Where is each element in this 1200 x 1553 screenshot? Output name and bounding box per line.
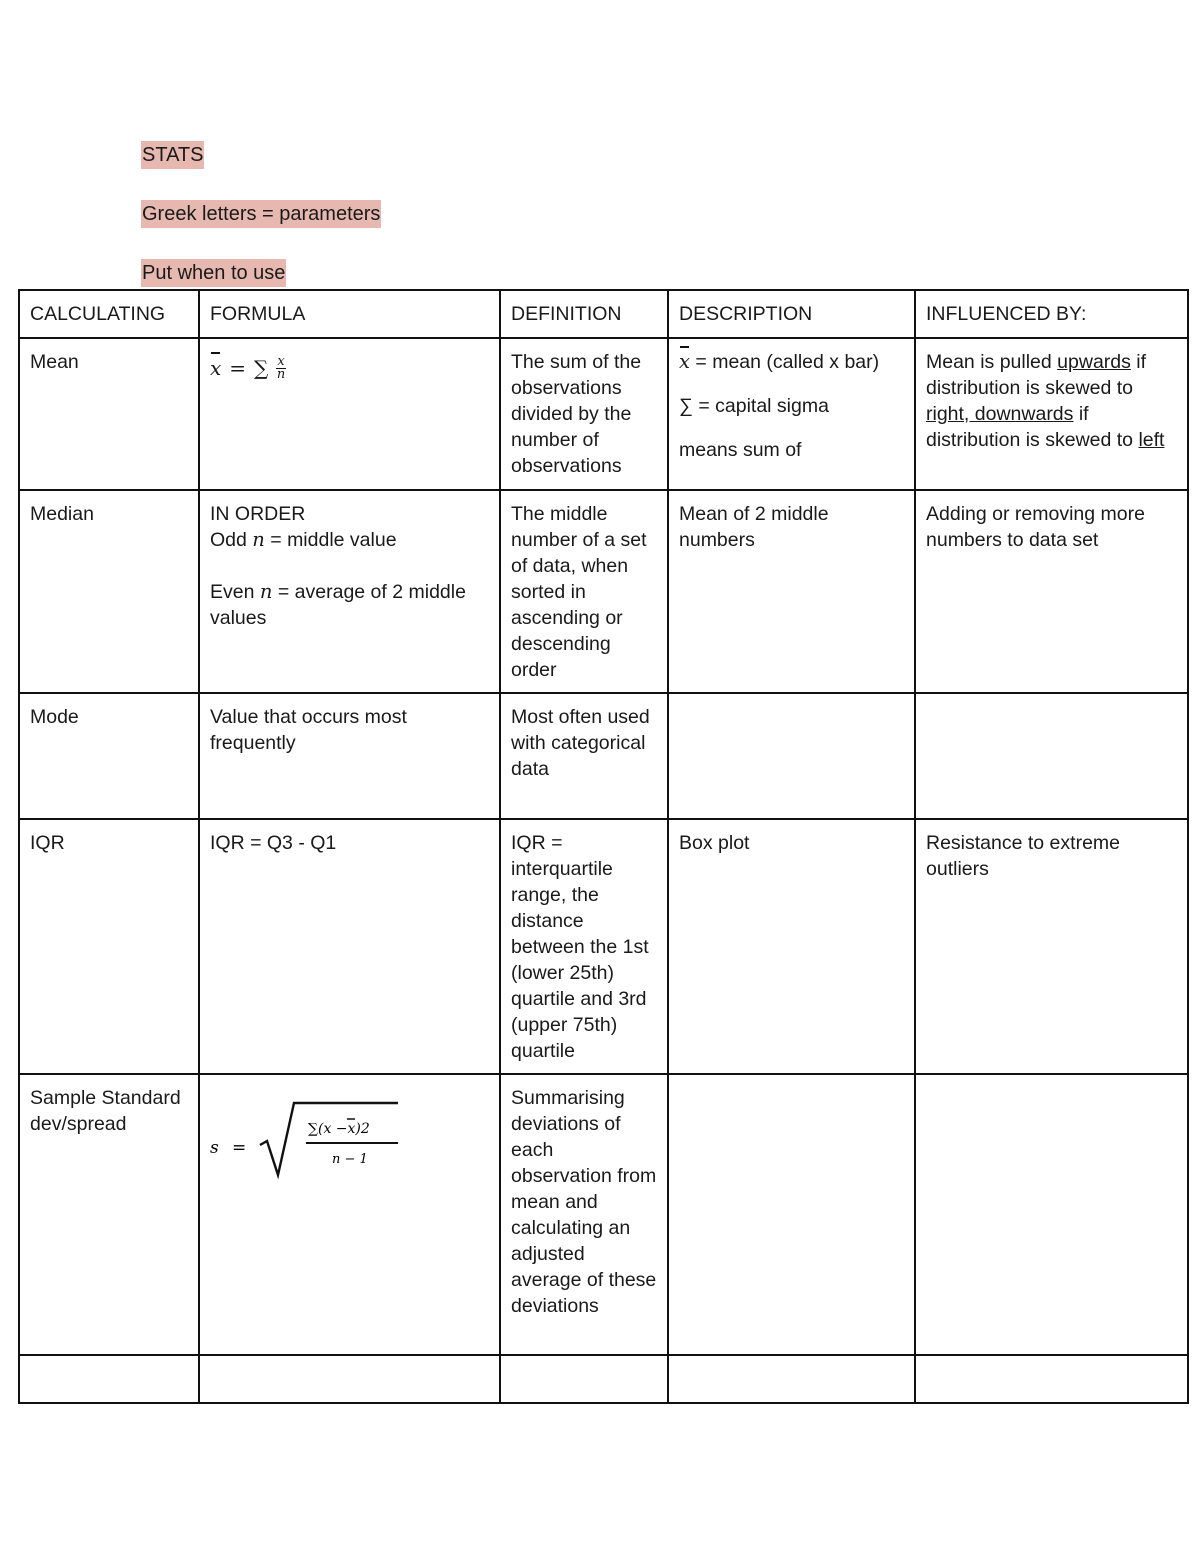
median-even-rule: [210, 579, 490, 631]
sd-formula-graphic: [210, 1099, 410, 1179]
influence-text: if distribution is skewed to: [926, 403, 1139, 451]
cell-mean-name: Mean: [19, 338, 199, 490]
cell-iqr-name: IQR: [19, 819, 199, 1074]
influence-left: left: [1138, 429, 1165, 451]
cell-median-formula: [199, 490, 500, 693]
s-symbol: s: [210, 1138, 219, 1158]
cell-mean-influence: [915, 338, 1188, 490]
cell-mean-formula: [199, 338, 500, 490]
influence-text: if distribution is skewed to: [926, 351, 1147, 399]
stats-table: [18, 289, 1189, 1404]
x-bar-symbol: x: [210, 356, 222, 380]
equals-sign: =: [232, 1138, 247, 1158]
cell-mode-influence: [915, 693, 1188, 819]
desc-sigma-line: ∑ = capital sigma: [679, 395, 829, 417]
cell-sd-influence: [915, 1074, 1188, 1355]
median-odd-rule: [210, 527, 490, 553]
cell-mode-formula: Value that occurs most frequently: [199, 693, 500, 819]
header-influenced-by: INFLUENCED BY:: [915, 290, 1188, 338]
cell-median-name: Median: [19, 490, 199, 693]
sd-numerator: ∑(x −x)2: [308, 1121, 370, 1137]
cell-mode-description: [668, 693, 915, 819]
influence-text: Mean is pulled: [926, 351, 1058, 373]
empty-cell: [500, 1355, 668, 1403]
influence-right-downwards: right, downwards: [926, 403, 1074, 425]
n-symbol: n: [259, 580, 273, 603]
table-row-mode: [19, 693, 1188, 819]
desc-sum-line: means sum of: [679, 439, 802, 461]
empty-cell: [668, 1355, 915, 1403]
odd-rule-text: = middle value: [264, 529, 397, 551]
table-row-median: [19, 490, 1188, 693]
mean-formula: [210, 355, 490, 381]
header-description: DESCRIPTION: [668, 290, 915, 338]
empty-cell: [19, 1355, 199, 1403]
heading-stats: STATS: [141, 141, 204, 169]
cell-sd-definition: Summarising deviations of each observation from mean and calculating an adjusted average of these deviations: [500, 1074, 668, 1355]
radical-sign: [260, 1103, 398, 1175]
cell-mean-description: [668, 338, 915, 490]
median-in-order: IN ORDER: [210, 503, 306, 525]
cell-sd-description: [668, 1074, 915, 1355]
cell-median-description: Mean of 2 middle numbers: [668, 490, 915, 693]
heading-greek-letters: Greek letters = parameters: [141, 200, 381, 228]
header-formula: FORMULA: [199, 290, 500, 338]
fraction-numerator: x: [277, 353, 285, 369]
cell-mode-definition: Most often used with categorical data: [500, 693, 668, 819]
x-over-n-fraction: [276, 353, 286, 382]
cell-median-influence: Adding or removing more numbers to data set: [915, 490, 1188, 693]
sd-denominator: n − 1: [332, 1152, 368, 1167]
n-symbol: n: [252, 528, 265, 551]
desc-xbar-line: [679, 349, 905, 375]
table-row-iqr: [19, 819, 1188, 1074]
sd-formula: [210, 1099, 490, 1186]
empty-cell: [199, 1355, 500, 1403]
cell-sd-formula: [199, 1074, 500, 1355]
even-rule-text: = average of 2 middle values: [210, 581, 466, 629]
cell-iqr-definition: IQR = interquartile range, the distance between the 1st (lower 25th) quartile and 3rd (upper 75th) quartile: [500, 819, 668, 1074]
table-header-row: [19, 290, 1188, 338]
influence-upwards: upwards: [1057, 351, 1131, 373]
cell-sd-name: Sample Standard dev/spread: [19, 1074, 199, 1355]
header-calculating: CALCULATING: [19, 290, 199, 338]
cell-iqr-influence: Resistance to extreme outliers: [915, 819, 1188, 1074]
table-row-mean: [19, 338, 1188, 490]
even-label: Even: [210, 581, 260, 603]
cell-median-definition: The middle number of a set of data, when sorted in ascending or descending order: [500, 490, 668, 693]
cell-mode-name: Mode: [19, 693, 199, 819]
equals-sign: =: [229, 356, 247, 380]
desc-xbar-text: = mean (called x bar): [690, 351, 880, 373]
odd-label: Odd: [210, 529, 253, 551]
table-row-standard-deviation: [19, 1074, 1188, 1355]
header-definition: DEFINITION: [500, 290, 668, 338]
cell-iqr-formula: IQR = Q3 - Q1: [199, 819, 500, 1074]
table-row-empty: [19, 1355, 1188, 1403]
cell-mean-definition: The sum of the observations divided by the number of observations: [500, 338, 668, 490]
sigma-symbol: ∑: [254, 356, 269, 380]
x-bar-symbol: x: [679, 350, 690, 373]
spacer: [210, 553, 490, 579]
cell-iqr-description: Box plot: [668, 819, 915, 1074]
fraction-denominator: n: [276, 366, 286, 382]
heading-when-to-use: Put when to use: [141, 259, 286, 287]
empty-cell: [915, 1355, 1188, 1403]
